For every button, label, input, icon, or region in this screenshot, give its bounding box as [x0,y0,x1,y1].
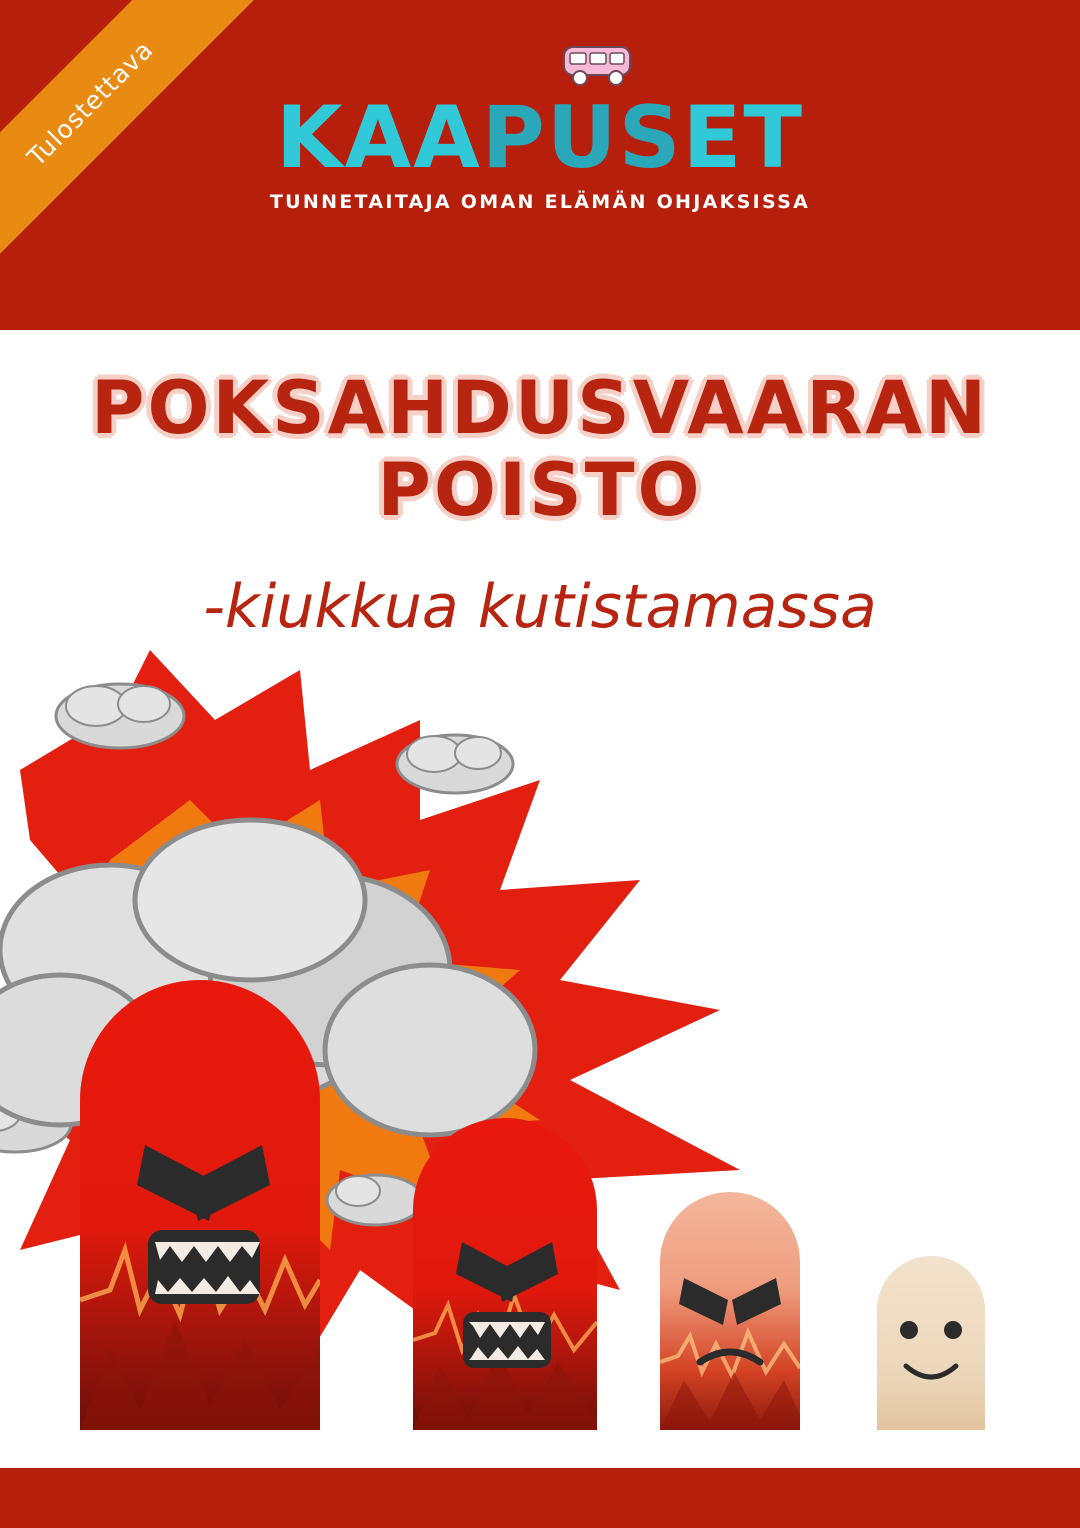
blob-angry [413,1118,597,1430]
brand-logo [0,88,1080,213]
page-header [0,0,1080,330]
page-subtitle: -kiukkua kutistamassa [203,571,877,642]
page-footer [0,1468,1080,1528]
blob-very-angry [80,980,320,1430]
brand-logo-text [276,88,804,188]
printable-ribbon-label: Tulostettava [21,34,159,172]
illustration-angry-blobs [0,650,1080,1470]
blob-calm [877,1256,985,1430]
bus-icon [560,37,638,89]
brand-logo-part2: PUS [481,88,683,188]
brand-logo-part3: ET [682,88,804,188]
brand-tagline: TUNNETAITAJA OMAN ELÄMÄN OHJAKSISSA [269,191,811,213]
blob-annoyed [660,1192,800,1430]
brand-logo-part1: KAA [276,88,482,188]
page-title-block [0,368,1080,642]
page-title-line1: POKSAHDUSVAARAN [90,366,990,451]
page-title-line2: POISTO [377,447,703,533]
